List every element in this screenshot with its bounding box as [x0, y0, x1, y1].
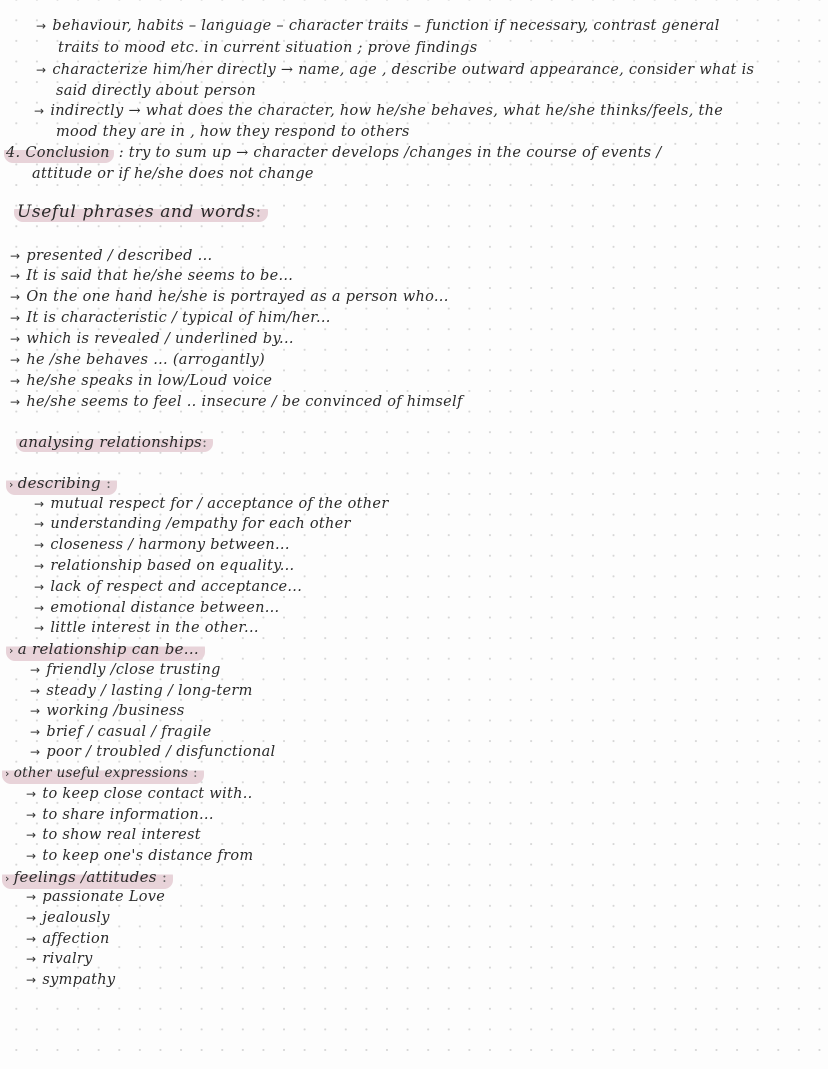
relationships-heading-line [16, 432, 213, 453]
conclusion-line-2 [32, 164, 314, 184]
arrow-right-icon: → [34, 601, 45, 615]
useful-item-text: he/she speaks in low/Loud voice [26, 373, 273, 389]
top-line-4 [56, 81, 256, 101]
arrow-right-icon: → [36, 63, 47, 77]
describing-label-text: describing [17, 474, 101, 492]
arrow-right-icon: → [30, 745, 41, 759]
arrow-right-icon: → [30, 704, 41, 718]
useful-item-text: he /she behaves ... (arrogantly) [26, 352, 265, 368]
can-be-label-text: a relationship can be... [17, 640, 199, 658]
other-item-text: to keep one's distance from [42, 848, 254, 864]
arrow-right-icon: → [10, 249, 21, 263]
bullet-icon: › [5, 872, 10, 885]
conclusion-label: 4. Conclusion [4, 143, 114, 163]
heading-colon: : [100, 474, 112, 492]
feelings-label [2, 867, 173, 889]
describing-item-text: mutual respect for / acceptance of the other [50, 496, 389, 512]
can-be-label [6, 639, 205, 661]
useful-item-text: presented / described ... [26, 248, 213, 264]
describing-item-text: lack of respect and acceptance... [50, 579, 303, 595]
arrow-right-icon: → [30, 684, 41, 698]
other-item-text: to share information... [42, 807, 214, 823]
useful-item-text: which is revealed / underlined by... [26, 331, 294, 347]
can-be-item [30, 681, 253, 701]
can-be-item [30, 742, 276, 762]
feelings-item [26, 929, 110, 949]
arrow-right-icon: → [26, 890, 37, 904]
feelings-label-line [2, 867, 173, 889]
useful-item [10, 392, 463, 412]
arrow-right-icon: → [26, 911, 37, 925]
useful-item [10, 308, 331, 328]
can-be-label-line [6, 639, 205, 661]
arrow-right-icon: → [26, 828, 37, 842]
describing-item-text: relationship based on equality... [50, 558, 295, 574]
useful-item-text: he/she seems to feel .. insecure / be convinced of himself [26, 394, 463, 410]
describing-label-line [6, 473, 117, 495]
describing-item [34, 577, 302, 597]
describing-item [34, 618, 259, 638]
heading-colon: : [188, 765, 198, 781]
feelings-label-text: feelings /attitudes [13, 868, 157, 886]
describing-item [34, 494, 389, 514]
bullet-icon: › [5, 767, 10, 780]
other-label-line [2, 763, 204, 784]
arrow-right-icon: → [34, 580, 45, 594]
useful-item-text: It is said that he/she seems to be... [26, 268, 294, 284]
useful-item [10, 287, 449, 307]
describing-item-text: closeness / harmony between... [50, 537, 290, 553]
top-line-5-text: indirectly → what does the character, how he/she behaves, what he/she thinks/feels, the [50, 103, 724, 119]
heading-colon: : [156, 868, 168, 886]
arrow-right-icon: → [10, 290, 21, 304]
feelings-item-text: affection [42, 931, 110, 947]
describing-item-text: little interest in the other... [50, 620, 259, 636]
conclusion-text: : try to sum up → character develops /changes in the course of events / [118, 145, 662, 161]
can-be-item [30, 722, 211, 742]
arrow-right-icon: → [10, 374, 21, 388]
describing-item [34, 556, 294, 576]
feelings-item-text: rivalry [42, 951, 93, 967]
useful-heading [14, 202, 268, 222]
arrow-right-icon: → [34, 104, 45, 118]
feelings-item [26, 949, 93, 969]
useful-item [10, 371, 272, 391]
other-item [26, 846, 253, 866]
conclusion-line [4, 143, 662, 163]
useful-item [10, 246, 212, 266]
describing-label [6, 473, 117, 495]
other-item-text: to keep close contact with.. [42, 786, 253, 802]
feelings-item [26, 970, 115, 990]
arrow-right-icon: → [26, 787, 37, 801]
other-item-text: to show real interest [42, 827, 201, 843]
useful-item [10, 266, 293, 286]
other-label-text: other useful expressions [13, 765, 189, 781]
describing-item [34, 514, 351, 534]
other-item [26, 825, 201, 845]
bullet-icon: › [9, 478, 14, 491]
arrow-right-icon: → [30, 663, 41, 677]
top-line-2 [58, 38, 477, 58]
useful-heading-line [14, 202, 268, 223]
other-item [26, 805, 214, 825]
arrow-right-icon: → [34, 497, 45, 511]
useful-heading-text: Useful phrases and words [17, 202, 256, 222]
top-line-4-text: said directly about person [56, 83, 256, 99]
useful-item-text: On the one hand he/she is portrayed as a person who... [26, 289, 449, 305]
heading-colon: : [255, 202, 262, 222]
other-label [2, 763, 204, 784]
describing-item-text: understanding /empathy for each other [50, 516, 351, 532]
top-line-3 [36, 60, 754, 80]
describing-item [34, 598, 279, 618]
can-be-item-text: poor / troubled / disfunctional [46, 744, 276, 760]
top-line-1 [36, 16, 720, 36]
arrow-right-icon: → [26, 849, 37, 863]
describing-item-text: emotional distance between... [50, 600, 280, 616]
top-line-6 [56, 122, 410, 142]
useful-item [10, 329, 294, 349]
arrow-right-icon: → [10, 311, 21, 325]
arrow-right-icon: → [34, 621, 45, 635]
arrow-right-icon: → [10, 332, 21, 346]
arrow-right-icon: → [26, 973, 37, 987]
arrow-right-icon: → [10, 269, 21, 283]
feelings-item-text: jealously [42, 910, 110, 926]
can-be-item-text: steady / lasting / long-term [46, 683, 253, 699]
arrow-right-icon: → [26, 932, 37, 946]
can-be-item-text: working /business [46, 703, 185, 719]
feelings-item-text: passionate Love [42, 889, 166, 905]
arrow-right-icon: → [26, 808, 37, 822]
top-line-6-text: mood they are in , how they respond to others [56, 124, 410, 140]
relationships-heading-text: analysing relationships [19, 433, 203, 451]
arrow-right-icon: → [34, 559, 45, 573]
top-line-3-text: characterize him/her directly → name, age , describe outward appearance, consider what is [52, 62, 755, 78]
can-be-item [30, 701, 185, 721]
bullet-icon: › [9, 644, 14, 657]
can-be-item-text: friendly /close trusting [46, 662, 221, 678]
conclusion-text-2: attitude or if he/she does not change [32, 166, 314, 182]
arrow-right-icon: → [34, 538, 45, 552]
arrow-right-icon: → [10, 395, 21, 409]
feelings-item [26, 887, 165, 907]
top-line-1-text: behaviour, habits – language – character traits – function if necessary, contrast general [52, 18, 720, 34]
feelings-item-text: sympathy [42, 972, 116, 988]
arrow-right-icon: → [26, 952, 37, 966]
describing-item [34, 535, 290, 555]
useful-item-text: It is characteristic / typical of him/her... [26, 310, 331, 326]
useful-item [10, 350, 265, 370]
can-be-item-text: brief / casual / fragile [46, 724, 212, 740]
feelings-item [26, 908, 110, 928]
relationships-heading [16, 432, 213, 452]
arrow-right-icon: → [34, 517, 45, 531]
arrow-right-icon: → [10, 353, 21, 367]
heading-colon: : [202, 433, 208, 451]
can-be-item [30, 660, 221, 680]
top-line-5 [34, 101, 723, 121]
arrow-right-icon: → [36, 19, 47, 33]
top-line-2-text: traits to mood etc. in current situation ; prove findings [58, 40, 478, 56]
other-item [26, 784, 253, 804]
arrow-right-icon: → [30, 725, 41, 739]
